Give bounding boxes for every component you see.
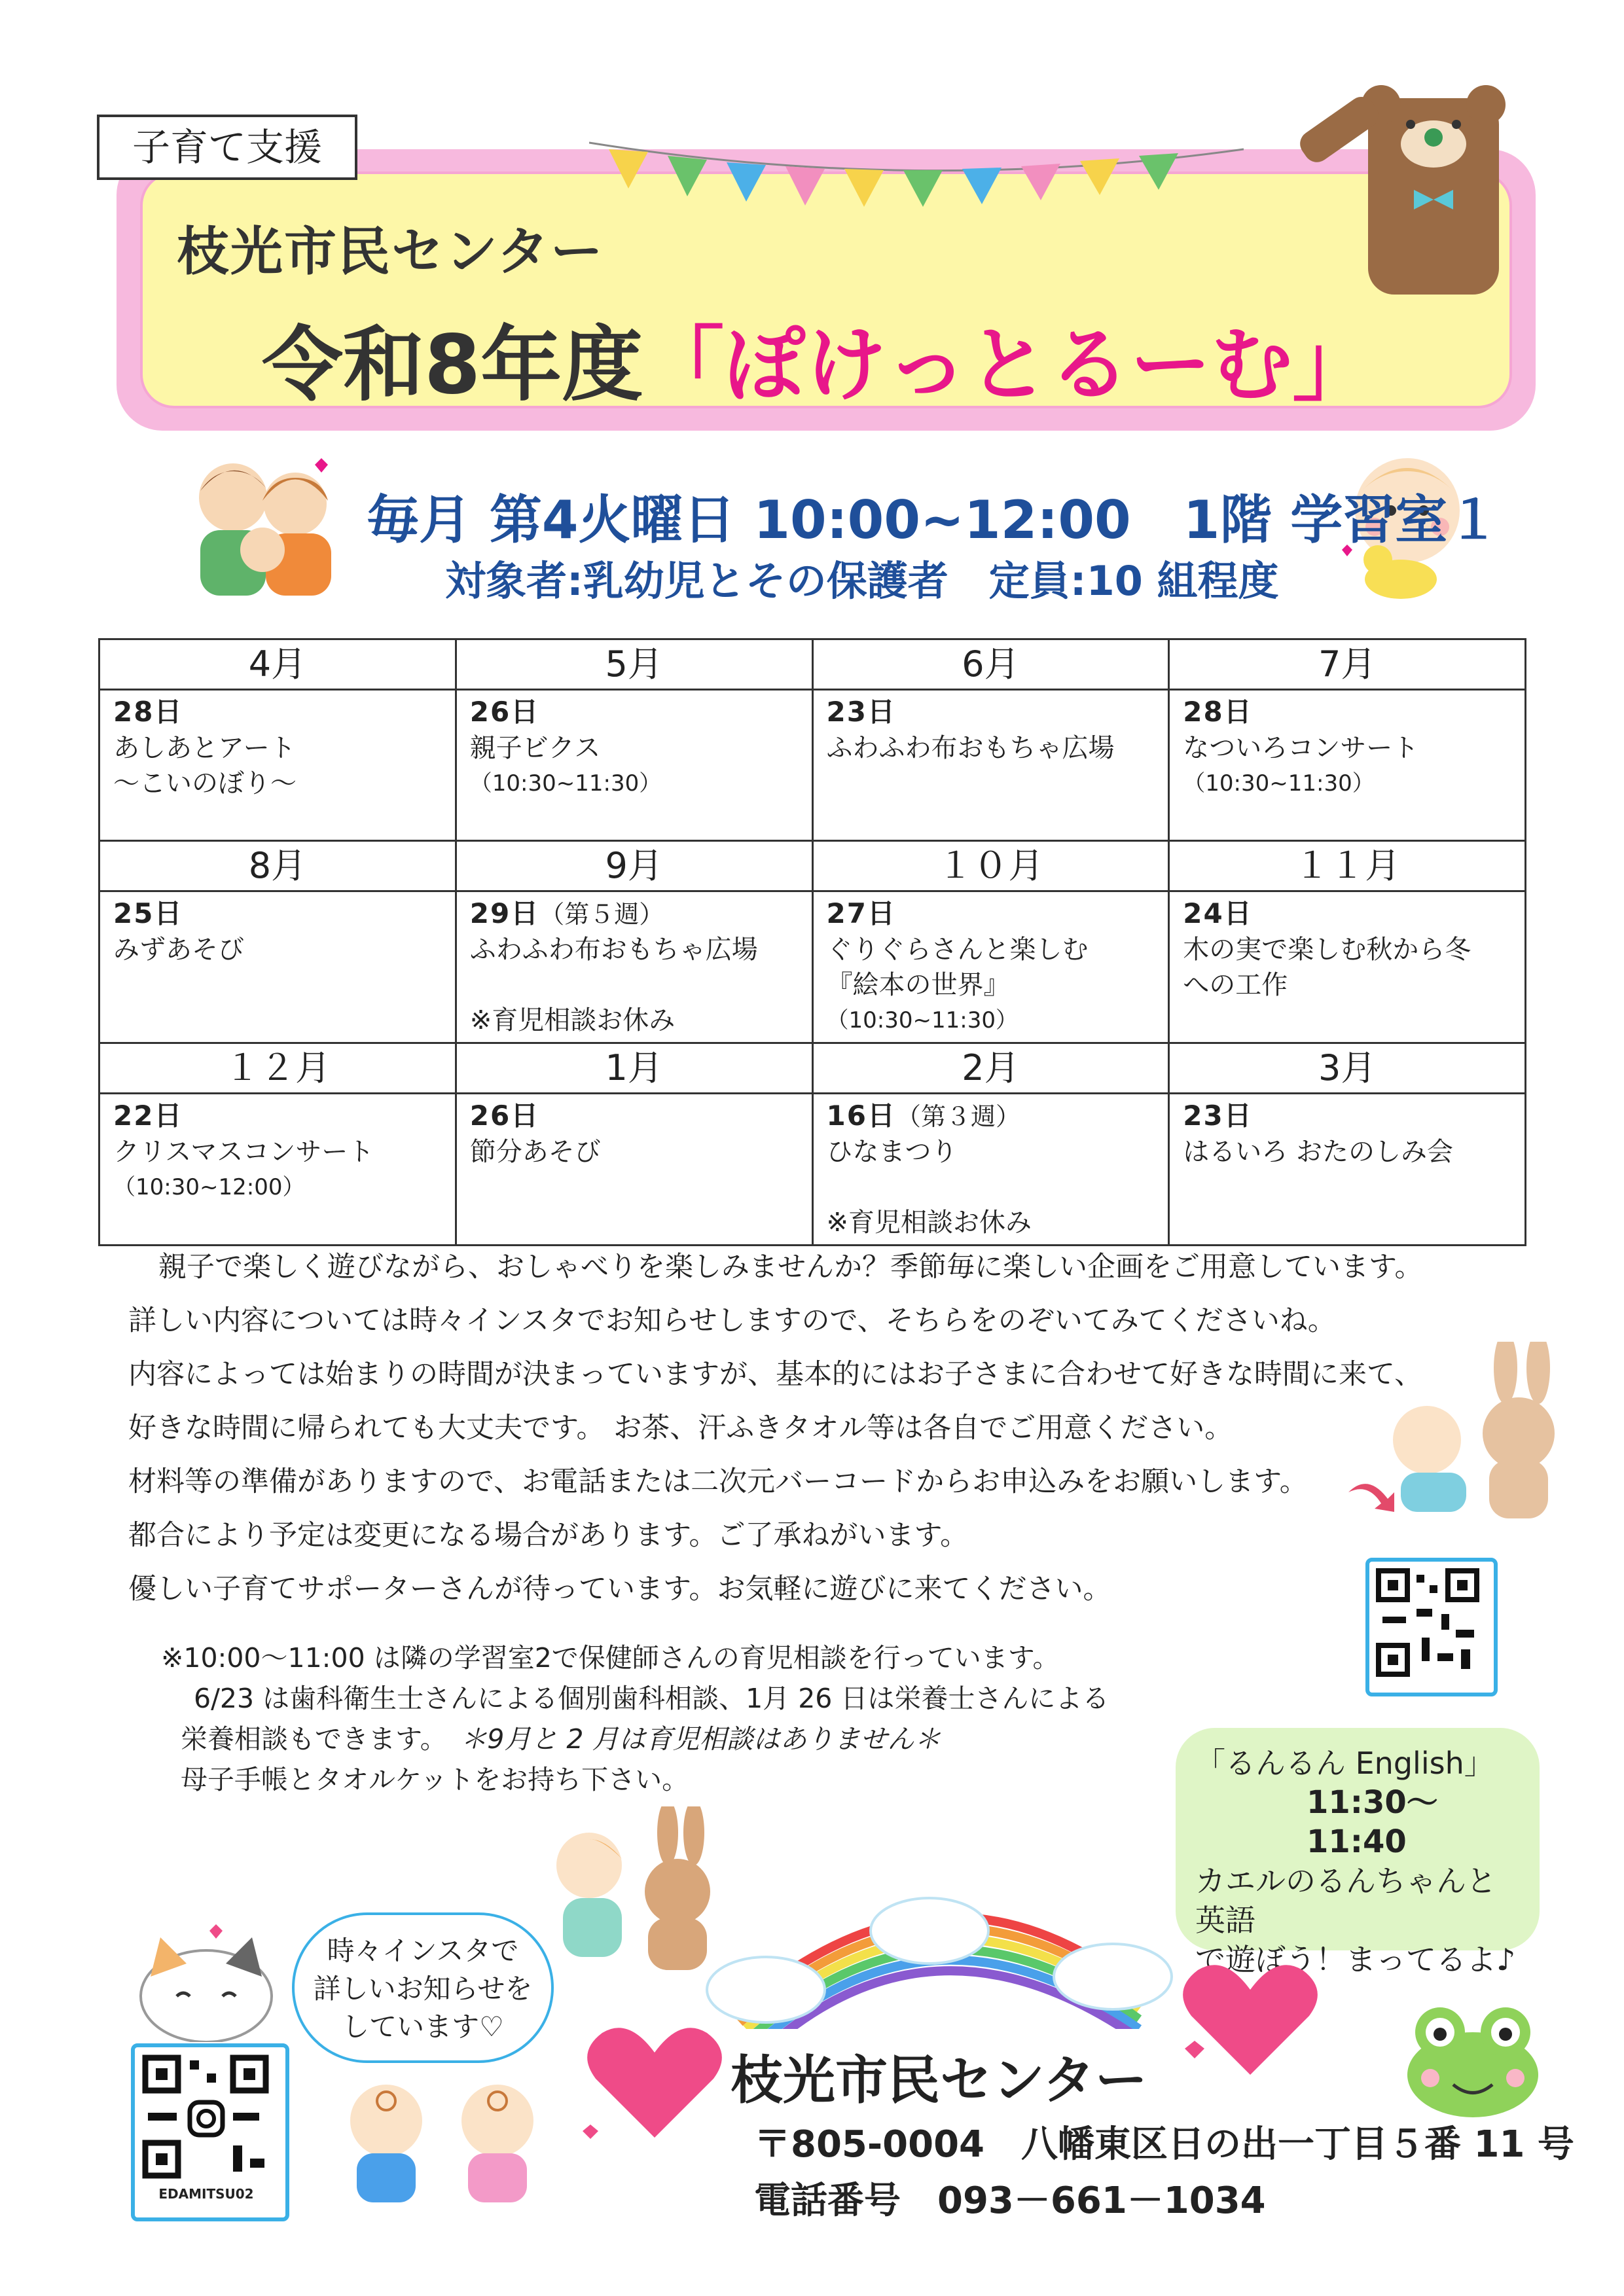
event-day-line	[113, 896, 442, 932]
description-line: 内容によっては始まりの時間が決まっていますが、基本的にはお子さまに合わせて好きな時間に来て、	[128, 1358, 1423, 1391]
event-day-note: （第５週）	[539, 900, 664, 929]
description-line: 都合により予定は変更になる場合があります。ご了承ねがいます。	[128, 1519, 969, 1552]
event-day-line	[827, 896, 1155, 932]
month-header: 4月	[99, 639, 456, 690]
event-day-line	[470, 694, 799, 730]
event-day-line	[827, 1098, 1155, 1134]
event-title: ふわふわ布おもちゃ広場	[826, 733, 1115, 763]
event-title: あしあとアート	[113, 733, 296, 763]
event-title: ※育児相談お休み	[826, 1208, 1032, 1238]
event-day: 27日	[826, 897, 896, 929]
family-illustration-icon	[181, 452, 344, 602]
event-cell	[456, 690, 812, 841]
event-title	[827, 1170, 1155, 1205]
event-cell	[812, 1094, 1169, 1246]
schedule-info: 毎月 第4火曜日 10:00~12:00 1階 学習室１	[367, 490, 1500, 550]
event-calendar-table	[98, 638, 1526, 1246]
note-line: 6/23 は歯科衛生士さんによる個別歯科相談、1月 26 日は栄養士さんによる	[194, 1683, 1110, 1714]
event-day: 29日	[469, 897, 540, 929]
event-title: ※育児相談お休み	[469, 1005, 676, 1035]
baby-rabbit-illustration-icon	[1342, 1342, 1558, 1538]
title-year: 令和8年度	[262, 318, 643, 412]
description-line: 詳しい内容については時々インスタでお知らせしますので、そちらをのぞいてみてくださいね。	[128, 1304, 1336, 1337]
note-line	[161, 1719, 1274, 1759]
month-header: 6月	[812, 639, 1169, 690]
english-desc: で遊ぼう！まってるよ♪	[1195, 1942, 1516, 1977]
event-title: 節分あそび	[469, 1137, 601, 1167]
qr-code-label: EDAMITSU02	[158, 2186, 254, 2202]
event-cell	[456, 1094, 812, 1246]
event-title: みずあそび	[113, 935, 244, 965]
english-title: 「るんるん English」	[1195, 1746, 1494, 1781]
event-day: 22日	[113, 1100, 183, 1132]
event-day: 16日	[826, 1100, 896, 1132]
event-day: 26日	[469, 1100, 540, 1132]
description-text	[128, 1240, 1503, 1616]
notes-section	[161, 1638, 1274, 1800]
description-line: 優しい子育てサポーターさんが待っています。お気軽に遊びに来てください。	[128, 1573, 1111, 1605]
page-title	[262, 300, 1373, 416]
footer-phone[interactable]: 電話番号 093－661－1034	[754, 2179, 1266, 2222]
event-cell	[99, 891, 456, 1043]
month-header: 3月	[1169, 1043, 1526, 1094]
month-header: 2月	[812, 1043, 1169, 1094]
event-title: クリスマスコンサート	[113, 1137, 374, 1167]
event-day-note: （第３週）	[895, 1102, 1020, 1131]
event-title: ひなまつり	[826, 1137, 958, 1167]
event-day-line	[1183, 896, 1511, 932]
event-title: 『絵本の世界』	[826, 970, 1010, 1000]
center-name: 枝光市民センター	[177, 221, 604, 282]
english-desc: カエルのるんちゃんと英語	[1195, 1863, 1496, 1938]
footer-address: 〒805-0004 八幡東区日の出一丁目５番 11 号	[754, 2123, 1574, 2166]
english-event-box	[1176, 1728, 1540, 1977]
event-title: への工作	[1183, 970, 1288, 1000]
event-day-line	[113, 1098, 442, 1134]
event-day-line	[470, 1098, 799, 1134]
footer-center-name: 枝光市民センター	[731, 2050, 1147, 2111]
event-title	[470, 967, 799, 1003]
event-cell	[1169, 690, 1526, 841]
event-day-line	[1183, 1098, 1511, 1134]
event-title: 親子ビクス	[469, 733, 601, 763]
event-day: 24日	[1183, 897, 1253, 929]
event-day-line	[113, 694, 442, 730]
note-line: ※10:00～11:00 は隣の学習室2で保健師さんの育児相談を行っています。	[161, 1642, 1060, 1674]
target-audience: 対象者:乳幼児とその保護者 定員:10 組程度	[445, 557, 1279, 605]
note-emphasis: ＊9月と 2 月は育児相談はありません＊	[460, 1723, 941, 1755]
event-title: なついろコンサート	[1183, 733, 1419, 763]
frog-mascot-icon	[1401, 2003, 1545, 2121]
month-header: 9月	[456, 841, 812, 891]
child-rabbit-illustration-icon	[537, 1806, 720, 1977]
english-time: 11:30～11:40	[1307, 1784, 1438, 1860]
event-cell	[99, 690, 456, 841]
month-header: 8月	[99, 841, 456, 891]
bubble-line: 詳しいお知らせを	[313, 1973, 533, 2005]
title-program-name: 「ぽけっとるーむ」	[643, 318, 1374, 412]
qr-code-application[interactable]	[1365, 1558, 1498, 1696]
event-day: 23日	[826, 696, 896, 728]
month-header: 5月	[456, 639, 812, 690]
month-header: 1月	[456, 1043, 812, 1094]
event-day: 25日	[113, 897, 183, 929]
cat-mascot-icon	[131, 1911, 281, 2042]
month-header: 7月	[1169, 639, 1526, 690]
event-cell	[1169, 1094, 1526, 1246]
note-text: 栄養相談もできます。	[181, 1723, 434, 1755]
bubble-line: しています♡	[342, 2011, 504, 2043]
event-cell	[99, 1094, 456, 1246]
qr-code-icon	[1369, 1562, 1486, 1685]
event-title: ぐりぐらさんと楽しむ	[826, 935, 1089, 965]
rainbow-illustration-icon	[694, 1859, 1178, 2029]
event-time: （10:30~11:30）	[826, 1007, 1018, 1033]
description-line: 親子で楽しく遊びながら、おしゃべりを楽しみませんか？季節毎に楽しい企画をご用意しています。	[158, 1251, 1423, 1283]
event-day: 23日	[1183, 1100, 1253, 1132]
event-day: 28日	[113, 696, 183, 728]
month-header: １１月	[1169, 841, 1526, 891]
heart-decoration-icon	[1172, 1950, 1322, 2081]
event-cell	[812, 690, 1169, 841]
bubble-line: 時々インスタで	[327, 1935, 519, 1967]
event-title: はるいろ おたのしみ会	[1183, 1137, 1453, 1167]
event-day: 28日	[1183, 696, 1253, 728]
event-time: （10:30~11:30）	[1183, 770, 1375, 797]
month-header: １０月	[812, 841, 1169, 891]
heart-decoration-icon	[576, 2007, 727, 2151]
event-day-line	[1183, 694, 1511, 730]
description-line: 好きな時間に帰られても大丈夫です。 お茶、汗ふきタオル等は各自でご用意ください。	[128, 1412, 1233, 1444]
bear-mascot-icon	[1283, 72, 1545, 308]
note-line: 母子手帳とタオルケットをお持ち下さい。	[181, 1764, 689, 1795]
event-day-line	[470, 896, 799, 932]
event-time: （10:30~12:00）	[113, 1174, 305, 1200]
event-day: 26日	[469, 696, 540, 728]
bunting-decoration-icon	[589, 123, 1244, 208]
babies-illustration-icon	[334, 2075, 550, 2206]
description-line: 材料等の準備がありますので、お電話または二次元バーコードからお申込みをお願いします。	[128, 1465, 1308, 1498]
instagram-speech-bubble	[292, 1912, 554, 2063]
event-title: 木の実で楽しむ秋から冬	[1183, 935, 1471, 965]
event-title: ふわふわ布おもちゃ広場	[469, 935, 758, 965]
qr-code-icon	[135, 2047, 278, 2185]
event-cell	[812, 891, 1169, 1043]
category-tag: 子育て支援	[97, 115, 357, 180]
event-day-line	[827, 694, 1155, 730]
event-time: （10:30~11:30）	[469, 770, 662, 797]
event-cell	[1169, 891, 1526, 1043]
event-cell	[456, 891, 812, 1043]
month-header: １２月	[99, 1043, 456, 1094]
event-title: ～こいのぼり～	[113, 768, 297, 798]
